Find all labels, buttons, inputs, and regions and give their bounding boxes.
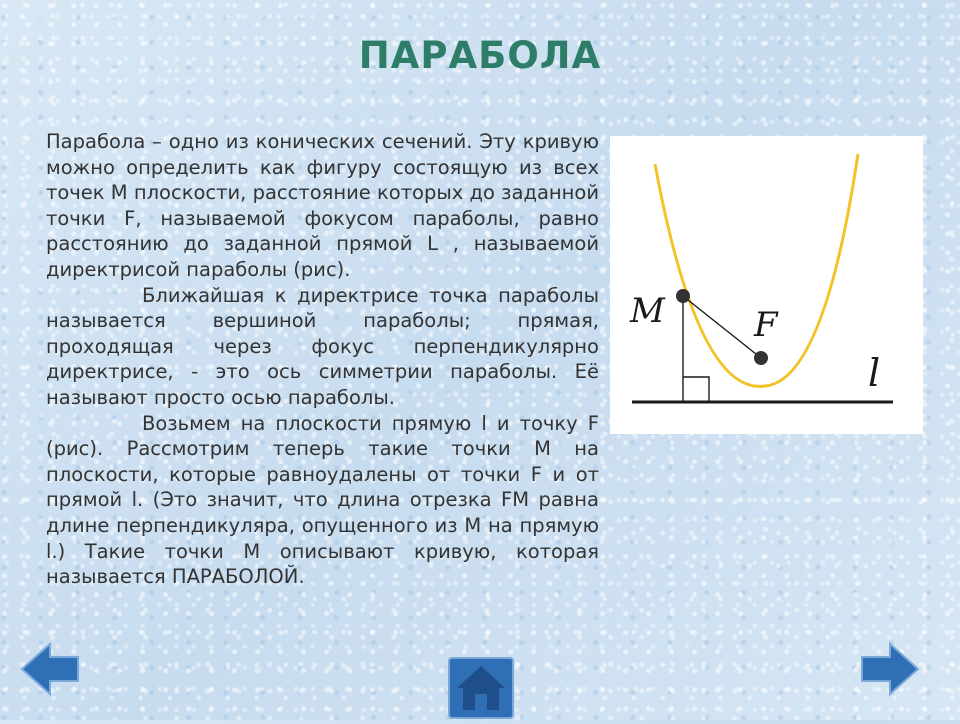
parabola-figure (610, 136, 923, 434)
arrow-right-icon (860, 642, 920, 696)
right-angle-mark (683, 377, 709, 402)
label-m: M (630, 291, 665, 331)
paragraph-construction: Возьмем на плоскости прямую l и точку F (рис). Рассмотрим теперь такие точки М на плоскости, которые равноудалены от точки F и от прямой l. (Это значит, что длина отрезка FM равна длине перпендикуляра, опущенного из М на прямую l.) Такие точки М описывают кривую, которая называется ПАРАБОЛОЙ. (46, 411, 599, 589)
body-text (46, 129, 599, 590)
parabola-curve (655, 154, 858, 386)
page-title: ПАРАБОЛА (358, 34, 602, 77)
point-m (676, 289, 690, 303)
segment-mf (683, 296, 761, 358)
arrow-left-icon (20, 642, 80, 696)
home-button[interactable] (447, 656, 515, 720)
prev-slide-button[interactable] (20, 642, 80, 696)
paragraph-definition: Парабола – одно из конических сечений. Эту кривую можно определить как фигуру состоящую из всех точек М плоскости, расстояние которых до заданной точки F, называемой фокусом параболы, равно расстоянию до заданной прямой L , называемой директрисой параболы (рис). (46, 130, 599, 281)
parabola-diagram (610, 136, 923, 434)
next-slide-button[interactable] (860, 642, 920, 696)
home-icon (447, 656, 515, 720)
paragraph-vertex: Ближайшая к директрисе точка параболы называется вершиной параболы; прямая, проходящая через фокус перпендикулярно директрисе, - это ось симметрии параболы. Её называют просто осью параболы. (46, 283, 599, 409)
label-l: l (868, 351, 881, 395)
label-f: F (754, 305, 778, 345)
point-f (754, 351, 768, 365)
